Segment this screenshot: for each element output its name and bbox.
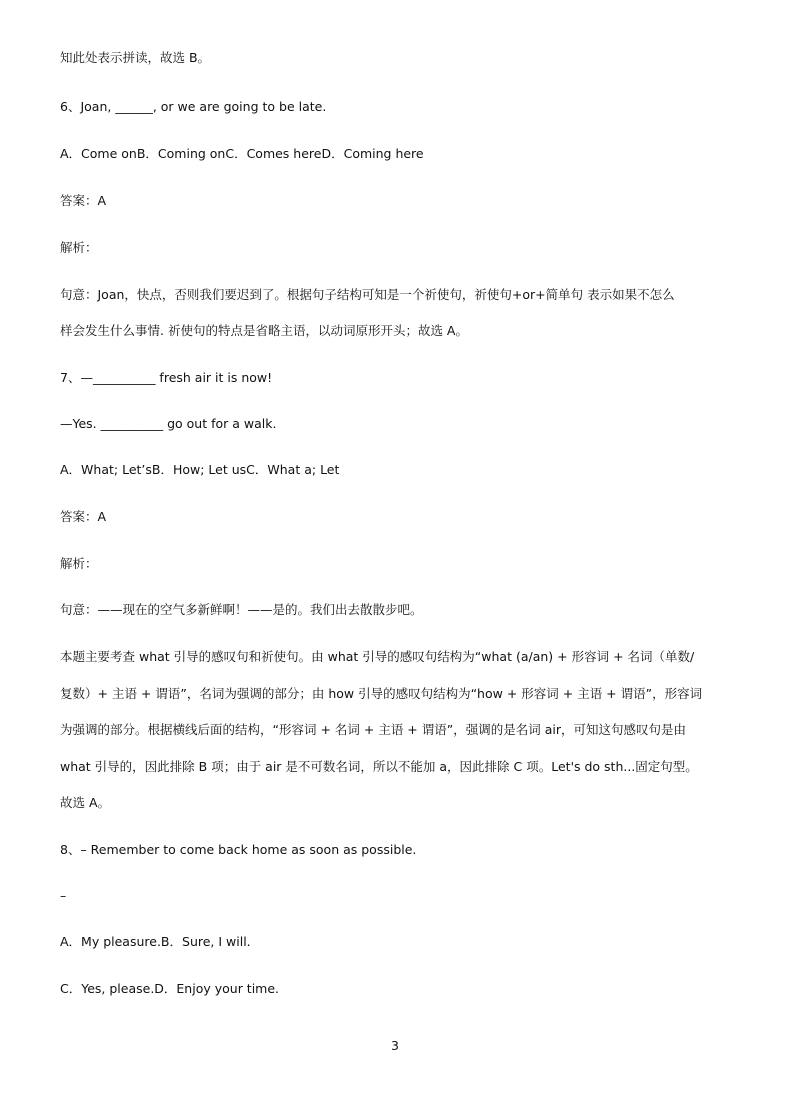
- question-6-options: A．Come onB．Coming onC．Comes hereD．Coming here: [60, 146, 424, 161]
- question-7-analysis-text: 复数）+ 主语 + 谓语”，名词为强调的部分；由 how 引导的感叹句结构为“how + 形容词 + 主语 + 谓语”，形容词: [60, 686, 703, 701]
- question-8-options: A．My pleasure.B．Sure, I will.: [60, 934, 251, 949]
- question-7-analysis-label: 解析：: [60, 556, 98, 571]
- question-6-analysis-text: 句意：Joan，快点，否则我们要迟到了。根据句子结构可知是一个祈使句，祈使句+or+简单句 表示如果不怎么: [60, 287, 675, 302]
- question-7-stem-reply: —Yes. __________ go out for a walk.: [60, 416, 277, 431]
- question-6-analysis-label: 解析：: [60, 240, 98, 255]
- question-8-options: C．Yes, please.D．Enjoy your time.: [60, 981, 280, 996]
- question-7-analysis-text: 本题主要考查 what 引导的感叹句和祈使句。由 what 引导的感叹句结构为“what (a/an) + 形容词 + 名词（单数/: [60, 649, 695, 664]
- question-7-analysis-text: what 引导的，因此排除 B 项；由于 air 是不可数名词，所以不能加 a，因此排除 C 项。Let's do sth...固定句型。: [60, 759, 698, 774]
- question-8-stem: 8、– Remember to come back home as soon as possible.: [60, 842, 417, 857]
- page-number: 3: [391, 1038, 399, 1053]
- question-7-options: A．What; Let’sB．How; Let usC．What a; Let: [60, 462, 340, 477]
- text-line: 知此处表示拼读，故选 B。: [60, 50, 211, 65]
- question-7-stem: 7、—__________ fresh air it is now!: [60, 370, 273, 385]
- question-6-analysis-text: 样会发生什么事情. 祈使句的特点是省略主语，以动词原形开头；故选 A。: [60, 323, 468, 338]
- question-7-analysis-text: 故选 A。: [60, 795, 111, 810]
- question-7-analysis-text: 为强调的部分。根据横线后面的结构，“形容词 + 名词 + 主语 + 谓语”，强调的是名词 air，可知这句感叹句是由: [60, 722, 686, 737]
- question-8-reply-blank: –: [60, 888, 67, 903]
- question-7-analysis-text: 句意：——现在的空气多新鲜啊！——是的。我们出去散散步吧。: [60, 602, 423, 617]
- question-7-answer: 答案：A: [60, 509, 107, 524]
- question-6-answer: 答案：A: [60, 193, 107, 208]
- question-6-stem: 6、Joan, ______, or we are going to be late.: [60, 99, 327, 114]
